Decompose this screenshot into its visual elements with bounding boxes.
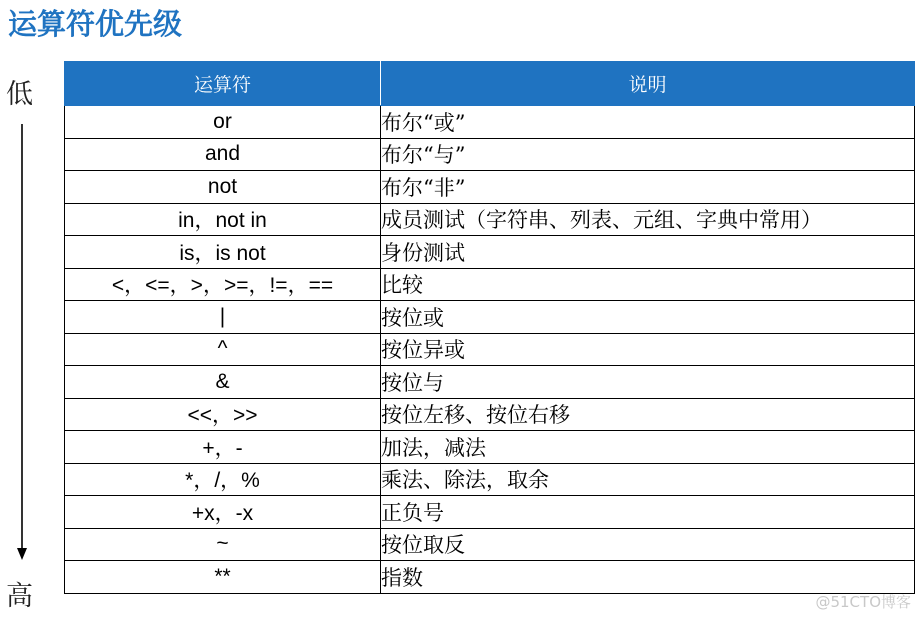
operator-precedence-table — [64, 61, 915, 594]
table-row — [65, 203, 915, 236]
table-row — [65, 268, 915, 301]
table-row — [65, 301, 915, 334]
priority-arrow-icon — [15, 124, 29, 562]
table-row — [65, 138, 915, 171]
page-title: 运算符优先级 — [8, 7, 183, 41]
table-row — [65, 431, 915, 464]
description-cell: 按位与 — [381, 366, 915, 399]
operator-cell: <，<=，>，>=，!=，== — [65, 268, 381, 301]
operator-cell: *，/，% — [65, 463, 381, 496]
table-row — [65, 561, 915, 594]
watermark: @51CTO博客 — [815, 593, 911, 611]
operator-cell: +，- — [65, 431, 381, 464]
table-row — [65, 333, 915, 366]
table-row — [65, 463, 915, 496]
operator-cell: not — [65, 171, 381, 204]
table-row — [65, 398, 915, 431]
operator-cell: <<，>> — [65, 398, 381, 431]
operator-cell: ^ — [65, 333, 381, 366]
description-cell: 按位左移、按位右移 — [381, 398, 915, 431]
operator-column-header: 运算符 — [65, 62, 381, 106]
description-cell: 布尔“或” — [381, 106, 915, 139]
description-cell: 按位或 — [381, 301, 915, 334]
description-cell: 身份测试 — [381, 236, 915, 269]
operator-cell: | — [65, 301, 381, 334]
operator-cell: in，not in — [65, 203, 381, 236]
operator-cell: and — [65, 138, 381, 171]
description-cell: 布尔“与” — [381, 138, 915, 171]
description-column-header: 说明 — [381, 62, 915, 106]
table-row — [65, 171, 915, 204]
operator-cell: ~ — [65, 528, 381, 561]
operator-cell: ** — [65, 561, 381, 594]
description-cell: 指数 — [381, 561, 915, 594]
description-cell: 正负号 — [381, 496, 915, 529]
description-cell: 比较 — [381, 268, 915, 301]
description-cell: 按位异或 — [381, 333, 915, 366]
operator-cell: +x，-x — [65, 496, 381, 529]
operator-cell: or — [65, 106, 381, 139]
operator-cell: & — [65, 366, 381, 399]
description-cell: 加法，减法 — [381, 431, 915, 464]
table-row — [65, 496, 915, 529]
description-cell: 布尔“非” — [381, 171, 915, 204]
table-row — [65, 366, 915, 399]
priority-high-label: 高 — [6, 581, 33, 612]
description-cell: 成员测试（字符串、列表、元组、字典中常用） — [381, 203, 915, 236]
table-row — [65, 236, 915, 269]
description-cell: 按位取反 — [381, 528, 915, 561]
description-cell: 乘法、除法，取余 — [381, 463, 915, 496]
table-row — [65, 528, 915, 561]
operator-cell: is，is not — [65, 236, 381, 269]
table-row — [65, 106, 915, 139]
table-header-row — [65, 62, 915, 106]
priority-low-label: 低 — [6, 79, 33, 110]
